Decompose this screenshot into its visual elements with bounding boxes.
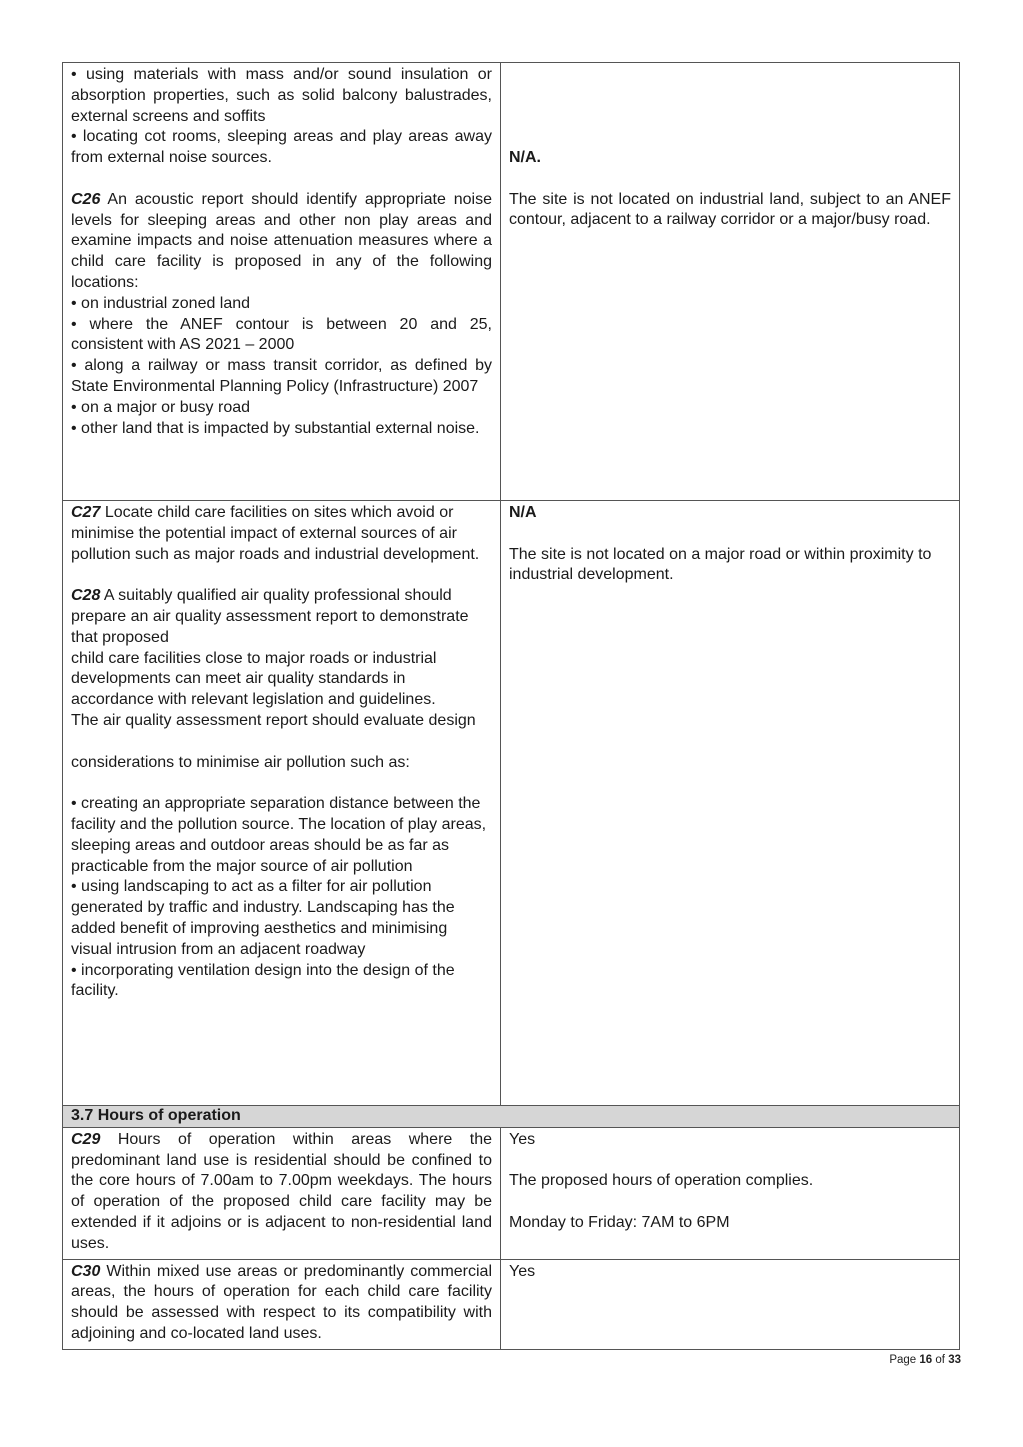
c29-control-cell [63, 1127, 501, 1259]
noise-bullet-materials: • using materials with mass and/or sound insulation or absorption properties, such as solid balcony balustrades, external screens and soffits [71, 66, 492, 125]
air-response-label: N/A [509, 504, 537, 521]
c29-response-label: Yes [509, 1130, 536, 1148]
control-c27 [71, 503, 492, 565]
section-heading: 3.7 Hours of operation [63, 1106, 960, 1128]
control-c28 [71, 586, 492, 648]
c30-response-cell [501, 1259, 960, 1349]
noise-response-label: N/A. [509, 149, 541, 166]
c28-bullet: • incorporating ventilation design into the design of the facility. [71, 961, 455, 1000]
compliance-table [62, 62, 960, 1350]
page-current: 16 [919, 1354, 933, 1366]
control-text-c29: Hours of operation within areas where the predominant land use is residential should be confined to the core hours of 7.00am to 7.00pm weekdays. The hours of operation of the proposed child care facility may be extended if it adjoins or is adjacent to non-residential land uses. [71, 1130, 492, 1252]
control-code-c27: C27 [71, 504, 101, 521]
section-heading-row [63, 1106, 960, 1128]
c26-bullet: • where the ANEF contour is between 20 and 25, consistent with AS 2021 – 2000 [71, 315, 492, 354]
c30-response-label: Yes [509, 1262, 536, 1280]
table-row-air [63, 501, 960, 1106]
table-row-c30 [63, 1259, 960, 1349]
control-text-c27: Locate child care facilities on sites which avoid or minimise the potential impact of external sources of air pollution such as major roads and industrial development. [71, 504, 480, 563]
c28-considerations: considerations to minimise air pollution such as: [71, 753, 410, 771]
c30-control-cell [63, 1259, 501, 1349]
c26-bullet: • on a major or busy road [71, 398, 251, 416]
noise-bullet-cot-rooms: • locating cot rooms, sleeping areas and play areas away from external noise sources. [71, 128, 492, 167]
control-text-c26: An acoustic report should identify appropriate noise levels for sleeping areas and other non play areas and examine impacts and noise attenuation measures where a child care facility is proposed in any of the following locations: [71, 190, 493, 291]
c28-bullet: • creating an appropriate separation distance between the facility and the pollution source. The location of play areas, sleeping areas and outdoor areas should be as far as practicable from the major source of air pollution [71, 795, 487, 875]
table-row-noise [63, 63, 960, 501]
control-code-c28: C28 [71, 587, 101, 605]
control-code-c30: C30 [71, 1262, 101, 1280]
c29-response-text: The proposed hours of operation complies. [509, 1172, 814, 1190]
air-control-cell [63, 501, 501, 1106]
noise-control-cell [63, 63, 501, 501]
control-c26 [71, 190, 492, 294]
control-code-c29: C29 [71, 1130, 101, 1148]
table-row-c29 [63, 1127, 960, 1259]
c26-bullet: • on industrial zoned land [71, 294, 251, 312]
c28-line: The air quality assessment report should evaluate design [71, 711, 476, 729]
c26-bullet: • other land that is impacted by substantial external noise. [71, 419, 480, 437]
c29-response-cell [501, 1127, 960, 1259]
page-of: of [935, 1354, 945, 1366]
control-code-c26: C26 [71, 190, 101, 208]
c26-bullet: • along a railway or mass transit corridor, as defined by State Environmental Planning Policy (Infrastructure) 2007 [71, 357, 492, 395]
c28-line: child care facilities close to major roads or industrial developments can meet air quality standards in accordance with relevant legislation and guidelines. [71, 649, 437, 709]
control-text-c28: A suitably qualified air quality professional should prepare an air quality assessment report to demonstrate that proposed [71, 587, 469, 646]
air-response-text: The site is not located on a major road or within proximity to industrial development. [509, 545, 932, 584]
noise-response-cell [501, 63, 960, 501]
page-total: 33 [948, 1354, 961, 1366]
c29-response-hours: Monday to Friday: 7AM to 6PM [509, 1213, 730, 1231]
page-word: Page [889, 1354, 917, 1366]
page-number [889, 1354, 961, 1366]
control-text-c30: Within mixed use areas or predominantly commercial areas, the hours of operation for each child care facility should be assessed with respect to its compatibility with adjoining and co-located land uses. [71, 1262, 492, 1342]
air-response-cell [501, 501, 960, 1106]
c28-bullet: • using landscaping to act as a filter for air pollution generated by traffic and industry. Landscaping has the added benefit of improving aesthetics and minimising visual intrusion from an adjacent roadway [71, 878, 455, 958]
noise-response-text: The site is not located on industrial land, subject to an ANEF contour, adjacent to a railway corridor or a major/busy road. [509, 190, 951, 229]
